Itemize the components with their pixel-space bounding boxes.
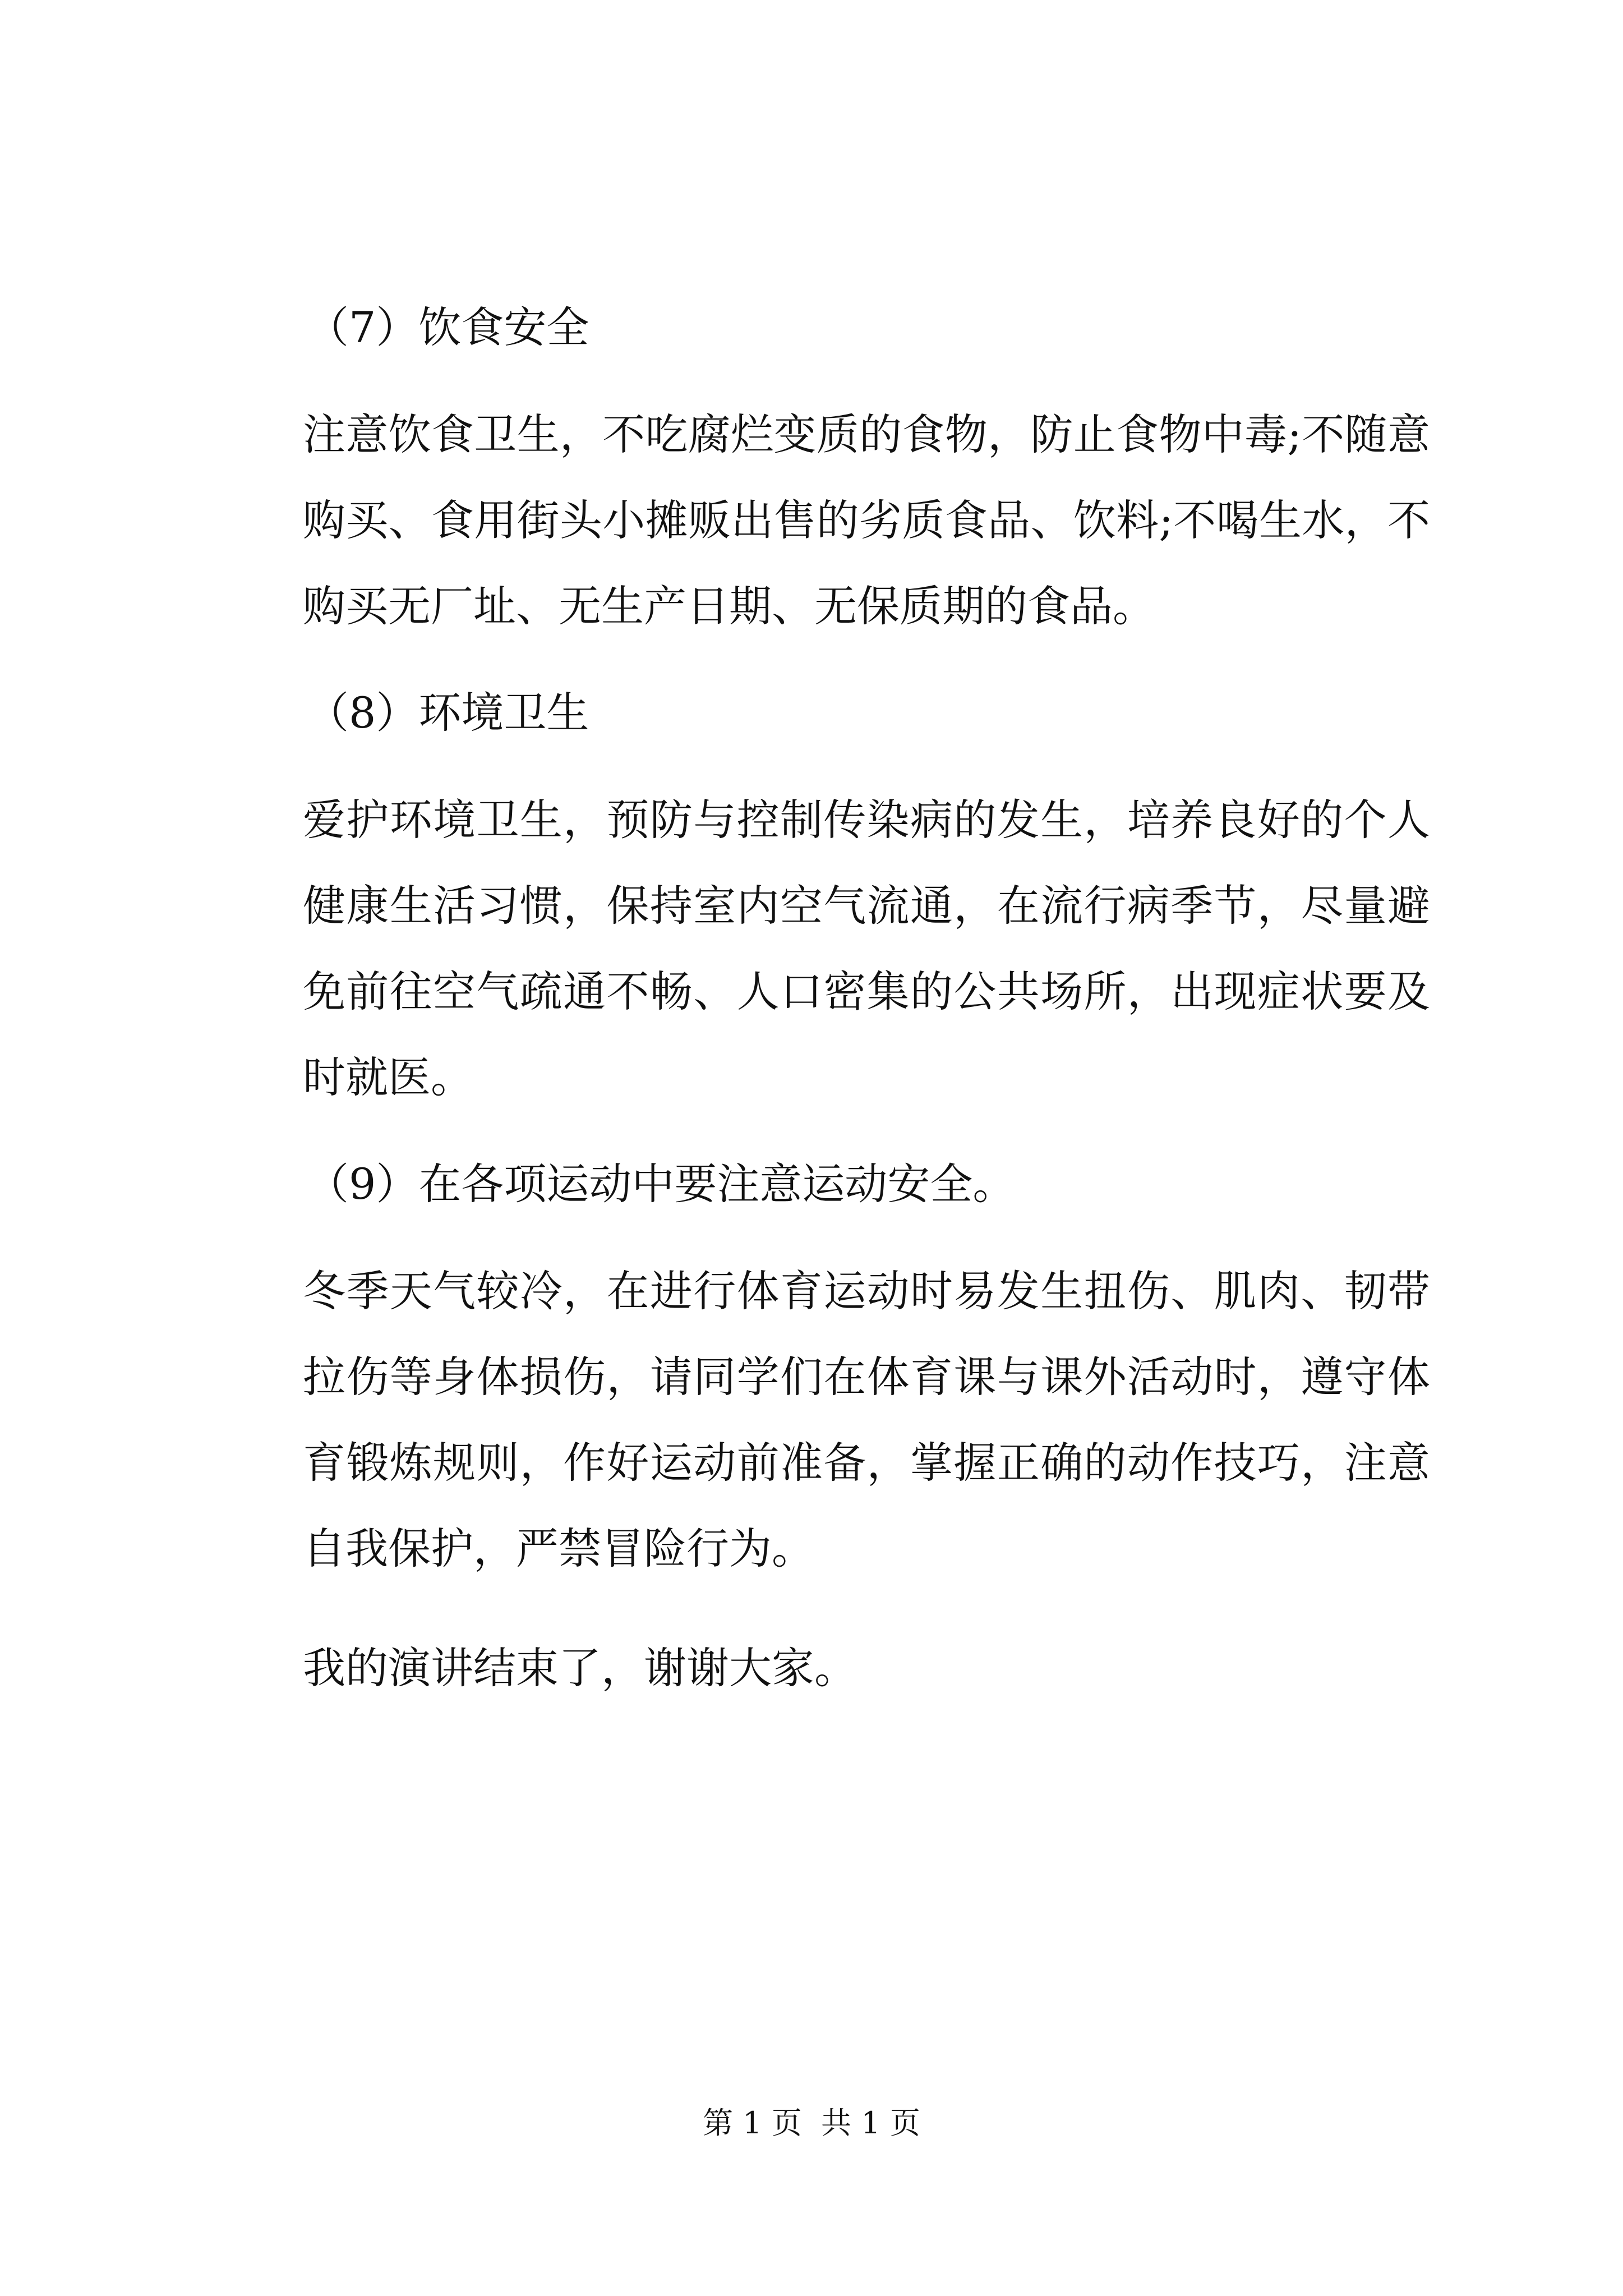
page-number-label: 第 1 页 共 1 页 xyxy=(703,2105,920,2141)
section-heading-environment-hygiene: （8）环境卫生 xyxy=(306,688,589,738)
section-paragraph-diet-safety: 注意饮食卫生，不吃腐烂变质的食物，防止食物中毒;不随意购买、食用街头小摊贩出售的劣质食品、饮料;不喝生水，不购买无厂址、无生产日期、无保质期的食品。 xyxy=(303,409,1430,631)
closing-remark: 我的演讲结束了，谢谢大家。 xyxy=(303,1643,857,1693)
section-heading-sports-safety: （9）在各项运动中要注意运动安全。 xyxy=(306,1159,1016,1209)
page-footer xyxy=(0,2104,1623,2143)
section-paragraph-environment-hygiene: 爱护环境卫生，预防与控制传染病的发生，培养良好的个人健康生活习惯，保持室内空气流通，在流行病季节，尽量避免前往空气疏通不畅、人口密集的公共场所，出现症状要及时就医。 xyxy=(303,795,1430,1102)
section-heading-diet-safety: （7）饮食安全 xyxy=(306,302,589,352)
document-body xyxy=(303,297,1430,1711)
section-paragraph-sports-safety: 冬季天气较冷，在进行体育运动时易发生扭伤、肌肉、韧带拉伤等身体损伤，请同学们在体育课与课外活动时，遵守体育锻炼规则，作好运动前准备，掌握正确的动作技巧，注意自我保护，严禁冒险行为。 xyxy=(303,1266,1430,1573)
